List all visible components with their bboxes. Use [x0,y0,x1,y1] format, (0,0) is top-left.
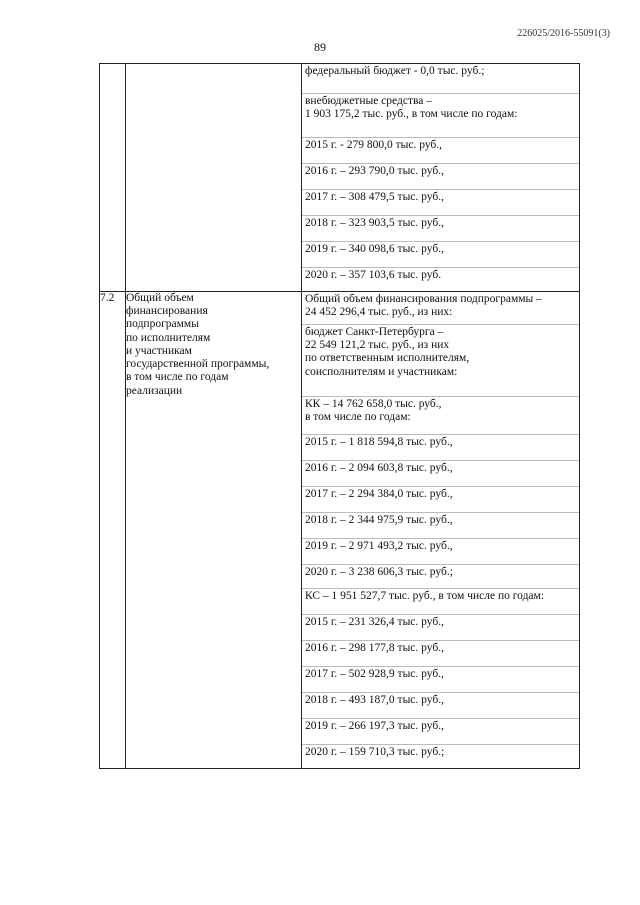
value-entry [302,588,579,614]
label-line: государственной программы, [126,358,270,371]
value-entry [302,137,579,163]
value-entry [302,692,579,718]
value-entry [302,324,579,396]
label-line: реализации [126,384,183,397]
entry-list [302,64,579,291]
value-entry [302,486,579,512]
value-line: соисполнителям и участникам: [305,365,458,378]
financing-table [99,63,580,769]
value-line: по ответственным исполнителям, [305,352,470,365]
value-line: 2018 г. – 323 903,5 тыс. руб., [305,217,444,229]
row-number: 7.2 [100,292,126,769]
value-entry [302,267,579,291]
value-line: 22 549 121,2 тыс. руб., из них [305,339,450,352]
label-line: Общий объем [126,292,194,304]
value-line: федеральный бюджет - 0,0 тыс. руб.; [305,65,485,77]
value-line: 2015 г. – 231 326,4 тыс. руб., [305,616,444,628]
value-entry [302,434,579,460]
value-entry [302,614,579,640]
value-line: в том числе по годам: [305,411,411,424]
label-line: финансирования [126,305,208,318]
value-entry [302,93,579,137]
number-cell [100,64,126,292]
values-cell [302,64,580,292]
value-line: 2019 г. – 340 098,6 тыс. руб., [305,243,444,255]
value-line: 2018 г. – 2 344 975,9 тыс. руб., [305,514,453,526]
value-line: 2019 г. – 2 971 493,2 тыс. руб., [305,540,453,552]
value-entry [302,666,579,692]
value-line: КК – 14 762 658,0 тыс. руб., [305,398,442,410]
value-entry [302,744,579,768]
value-entry [302,640,579,666]
page-number: 89 [314,40,326,54]
label-cell [126,64,302,292]
value-line: 1 903 175,2 тыс. руб., в том числе по годам: [305,108,518,121]
value-entry [302,512,579,538]
table-row-7-2 [100,292,580,769]
value-line: Общий объем финансирования подпрограммы – [305,293,542,305]
value-line: 2015 г. - 279 800,0 тыс. руб., [305,139,443,151]
value-entry [302,460,579,486]
value-line: внебюджетные средства – [305,95,432,107]
values-cell [302,292,580,769]
table-row-continuation [100,64,580,292]
value-line: 2016 г. – 298 177,8 тыс. руб., [305,642,444,654]
value-line: 2018 г. – 493 187,0 тыс. руб., [305,694,444,706]
row-label [126,292,302,769]
value-line: 2016 г. – 2 094 603,8 тыс. руб., [305,462,453,474]
value-line: 2020 г. – 3 238 606,3 тыс. руб.; [305,566,453,578]
value-line: 2017 г. – 2 294 384,0 тыс. руб., [305,488,453,500]
value-line: 2016 г. – 293 790,0 тыс. руб., [305,165,444,177]
value-entry [302,241,579,267]
value-line: КС – 1 951 527,7 тыс. руб., в том числе по годам: [305,590,545,602]
value-line: 2020 г. – 159 710,3 тыс. руб.; [305,746,445,758]
value-entry [302,163,579,189]
value-entry [302,718,579,744]
value-line: 2017 г. – 308 479,5 тыс. руб., [305,191,444,203]
label-line: в том числе по годам [126,371,229,384]
entry-list [302,292,579,768]
value-entry [302,215,579,241]
value-line: 2020 г. – 357 103,6 тыс. руб. [305,269,442,281]
value-entry [302,292,579,324]
value-entry [302,189,579,215]
value-entry [302,564,579,588]
value-line: 2017 г. – 502 928,9 тыс. руб., [305,668,444,680]
label-line: подпрограммы [126,318,199,331]
value-entry [302,64,579,93]
label-line: и участникам [126,344,192,357]
value-entry [302,538,579,564]
value-line: 2019 г. – 266 197,3 тыс. руб., [305,720,444,732]
value-line: 2015 г. – 1 818 594,8 тыс. руб., [305,436,453,448]
value-entry [302,396,579,434]
document-id: 226025/2016-55091(3) [517,28,610,39]
value-line: бюджет Санкт-Петербурга – [305,326,444,338]
value-line: 24 452 296,4 тыс. руб., из них: [305,306,453,319]
label-lines [126,292,301,398]
label-line: по исполнителям [126,331,211,344]
